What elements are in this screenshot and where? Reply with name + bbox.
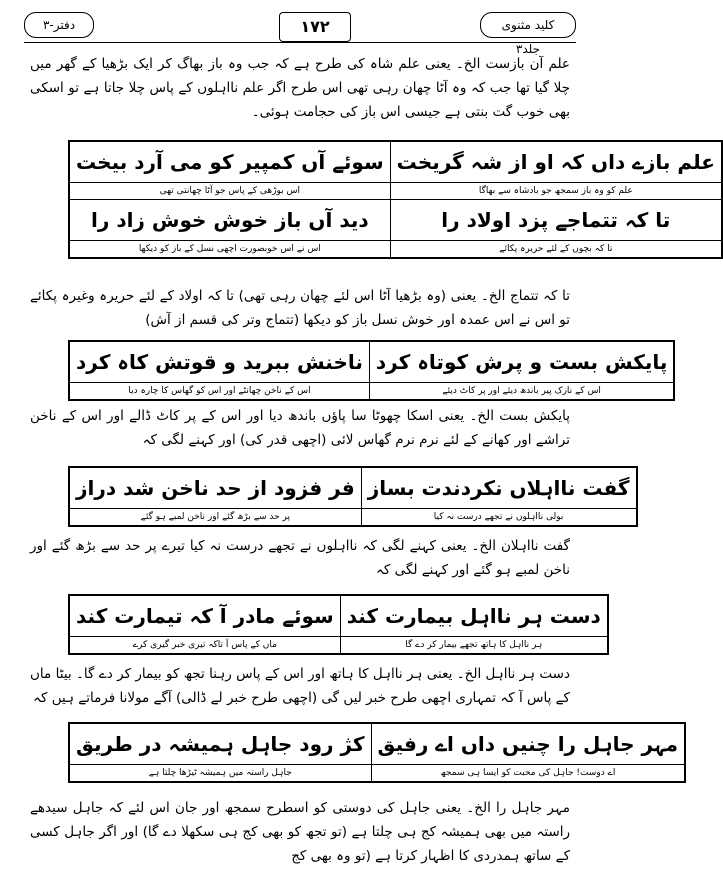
verse-right: مہر جاہل را چنیں داں اے رفیق [371,723,685,765]
translation-left: اس بوڑھی کے پاس جو آٹا چھانتی تھی [69,183,390,200]
verse-table [68,340,675,401]
page-number: ۱۷۲ [279,12,351,42]
commentary-paragraph: گفت نااہلان الخ۔ یعنی کہنے لگی کہ نااہلوں نے تجھے درست نہ کیا تیرے پر حد سے بڑھ گئے اور ناخن لمبے ہو گئے اور کہنے لگی کہ [30,538,570,578]
translation-right: بولی نااہلوں نے تجھے درست نہ کیا [361,509,636,527]
commentary-paragraph: پایکش بست الخ۔ یعنی اسکا چھوٹا سا پاؤں باندھ دیا اور اس کے پر کاٹ ڈالے اور اس کے ناخن تراشے اور کھانے کے لئے نرم نرم گھاس لائی (اچھی قدر کی) اور کہنے لگی کہ [30,408,570,448]
translation-right: ہر نااہل کا ہاتھ تجھے بیمار کر دے گا [340,637,608,655]
commentary-paragraph: تا کہ تتماج الخ۔ یعنی (وہ بڑھیا آٹا اس لئے چھان رہی تھی) تا کہ اولاد کے لئے حریرہ وغیرہ پکائے تو اس نے اس عمدہ اور خوش نسل باز کو دیکھا (تتماج وتر کی قسم از آش) [30,288,570,328]
verse-left: سوئے مادر آ کہ تیمارت کند [69,595,340,637]
verse-right: پایکش بست و پرش کوتاہ کرد [369,341,674,383]
translation-right: اس کے نازک پیر باندھ دیئے اور پر کاٹ دیئے [369,383,674,401]
header-divider [24,42,576,43]
verse-table [68,722,686,783]
verse-right: علم بازے داں کہ او از شہ گریخت [390,141,722,183]
verse-table [68,140,723,259]
translation-right: علم کو وہ باز سمجھ جو بادشاہ سے بھاگا [390,183,722,200]
verse-right: تا کہ تتماجے پزد اولاد را [390,200,722,241]
volume-section-label: دفتر-۳ [24,12,94,38]
translation-left: ماں کے پاس آ تاکہ تیری خبر گیری کرے [69,637,340,655]
verse-left: دید آں باز خوش خوش زاد را [69,200,390,241]
translation-right: اے دوست! جاہل کی محبت کو ایسا ہی سمجھ [371,765,685,783]
verse-table [68,466,638,527]
translation-left: جاہل راستہ میں ہمیشہ ٹیڑھا چلتا ہے [69,765,371,783]
translation-left: پر حد سے بڑھ گئے اور ناخن لمبے ہو گئے [69,509,361,527]
commentary-paragraph: مہر جاہل را الخ۔ یعنی جاہل کی دوستی کو اسطرح سمجھ اور جان اس لئے کہ جاہل سیدھے راستہ میں بھی ہمیشہ کج ہی چلتا ہے (تو تجھ کو بھی کج ہی سکھلا دے گا) اور اگر جاہل کسی کے ساتھ ہمدردی کا اظہار کرتا ہے (تو وہ بھی کج [30,800,570,864]
book-title-label: کلید مثنوی جلد۳ [480,12,576,38]
page-header [24,12,576,56]
translation-right: تا کہ بچوں کے لئے حریرہ پکائے [390,241,722,259]
commentary-paragraph: علم آن بازست الخ۔ یعنی علم شاہ کی طرح ہے کہ جب وہ باز بھاگ کر ایک بڑھیا کے گھر میں چلا گیا تھا جب کہ وہ آٹا چھان رہی تھی اس طرح اگر علم نااہلوں کے پاس چلا جاتا ہے تو اسکی بھی خوب گت بنتی ہے جیسی اس باز کی حجامت ہوئی۔ [30,56,570,120]
verse-right: دست ہر نااہل بیمارت کند [340,595,608,637]
verse-left: فر فزود از حد ناخن شد دراز [69,467,361,509]
verse-left: سوئے آں کمپیر کو می آرد بیخت [69,141,390,183]
translation-left: اس کے ناخن چھانٹے اور اس کو گھاس کا چارہ دیا [69,383,369,401]
verse-table [68,594,609,655]
translation-left: اس نے اس خوبصورت اچھی نسل کے باز کو دیکھا [69,241,390,259]
verse-left: کژ رود جاہل ہمیشہ در طریق [69,723,371,765]
verse-right: گفت نااہلاں نکردندت بساز [361,467,636,509]
verse-left: ناخنش ببرید و قوتش کاہ کرد [69,341,369,383]
commentary-paragraph: دست ہر نااہل الخ۔ یعنی ہر نااہل کا ہاتھ اور اس کے پاس رہنا تجھ کو بیمار کر دے گا۔ بیٹا ماں کے پاس آ کہ تمہاری اچھی طرح خبر لیں گی (اچھی طرح خبر لے ڈالی) آگے مولانا فرماتے ہیں کہ [30,666,570,706]
